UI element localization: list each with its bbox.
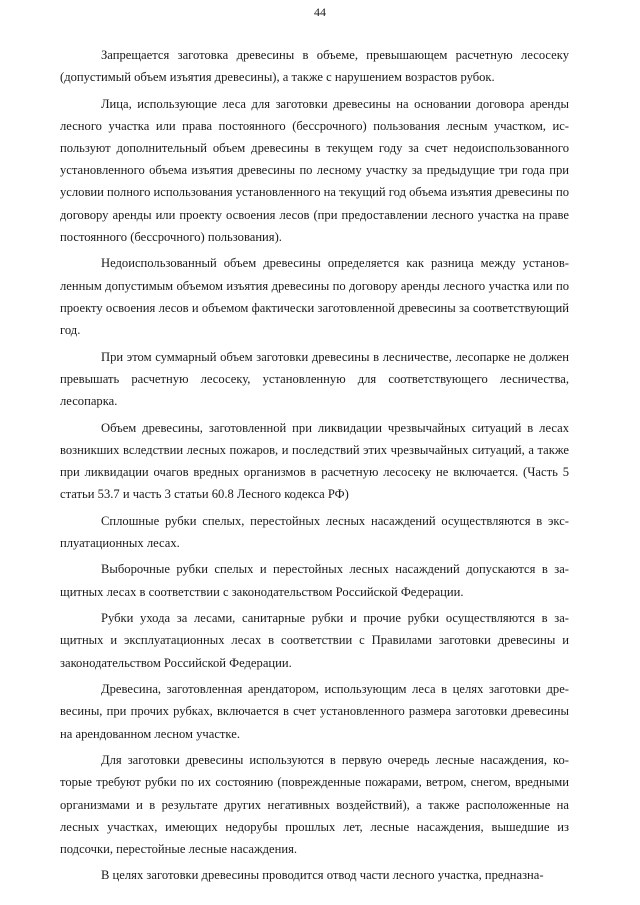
paragraph: Лица, использующие леса для заготовки древесины на основании договора аренды лесного участка или права постоянного (бессрочного) пользования лесным участком, используют дополнительный объем древесины в текущем году за счет недоиспользованного установленного объема изъятия древесины по лесному участку за предыдущие три года при условии полного использования установленного на текущий год объема изъятия древесины по договору аренды или проекту освоения лесов (при предоставлении лесного участка на праве постоянного (бессрочного) пользования). [60, 96, 570, 244]
body-text [60, 44, 569, 891]
paragraph: Древесина, заготовленная арендатором, использующим леса в целях заготовки древесины, при прочих рубках, включается в счет установленного размера заготовки древесины на арендованном лесном участке. [60, 682, 569, 741]
paragraph: Сплошные рубки спелых, перестойных лесных насаждений осуществляются в эксплуатационных лесах. [60, 513, 569, 550]
paragraph: Рубки ухода за лесами, санитарные рубки и прочие рубки осуществляются в защитных и эксплуатационных лесах в соответствии с Правилами заготовки древесины и законодательством Российской Федерации. [60, 611, 569, 670]
paragraph: Для заготовки древесины используются в первую очередь лесные насаждения, которые требуют рубки по их состоянию (поврежденные пожарами, ветром, снегом, вредными организмами и в результате других негативных воздействий), а также расположенные на лесных участках, имеющих недорубы прошлых лет, лесные насаждения, вышедшие из подсочки, перестойные лесные насаждения. [60, 753, 569, 856]
paragraph: Выборочные рубки спелых и перестойных лесных насаждений допускаются в защитных лесах в соответствии с законодательством Российской Федерации. [60, 562, 569, 599]
paragraph: Запрещается заготовка древесины в объеме, превышающем расчетную лесосеку (допустимый объем изъятия древесины), а также с нарушением возрастов рубок. [60, 48, 569, 85]
paragraph: При этом суммарный объем заготовки древесины в лесничестве, лесопарке не должен превышать расчетную лесосеку, установленную для соответствующего лесничества, лесопарка. [60, 349, 569, 408]
page-number: 44 [314, 5, 326, 19]
paragraph: Недоиспользованный объем древесины определяется как разница между установленным допустимым объемом изъятия древесины по договору аренды лесного участка или по проекту освоения лесов и объемом фактически заготовленной древесины за соответствующий год. [60, 256, 569, 337]
paragraph: Объем древесины, заготовленной при ликвидации чрезвычайных ситуаций в лесах возникших вследствии лесных пожаров, и последствий этих чрезвычайных ситуаций, а также при ликвидации очагов вредных организмов в расчетную лесосеку не включается. (Часть 5 статьи 53.7 и часть 3 статьи 60.8 Лесного кодекса РФ) [60, 420, 569, 501]
paragraph: В целях заготовки древесины проводится отвод части лесного участка, предназна- [101, 868, 544, 883]
